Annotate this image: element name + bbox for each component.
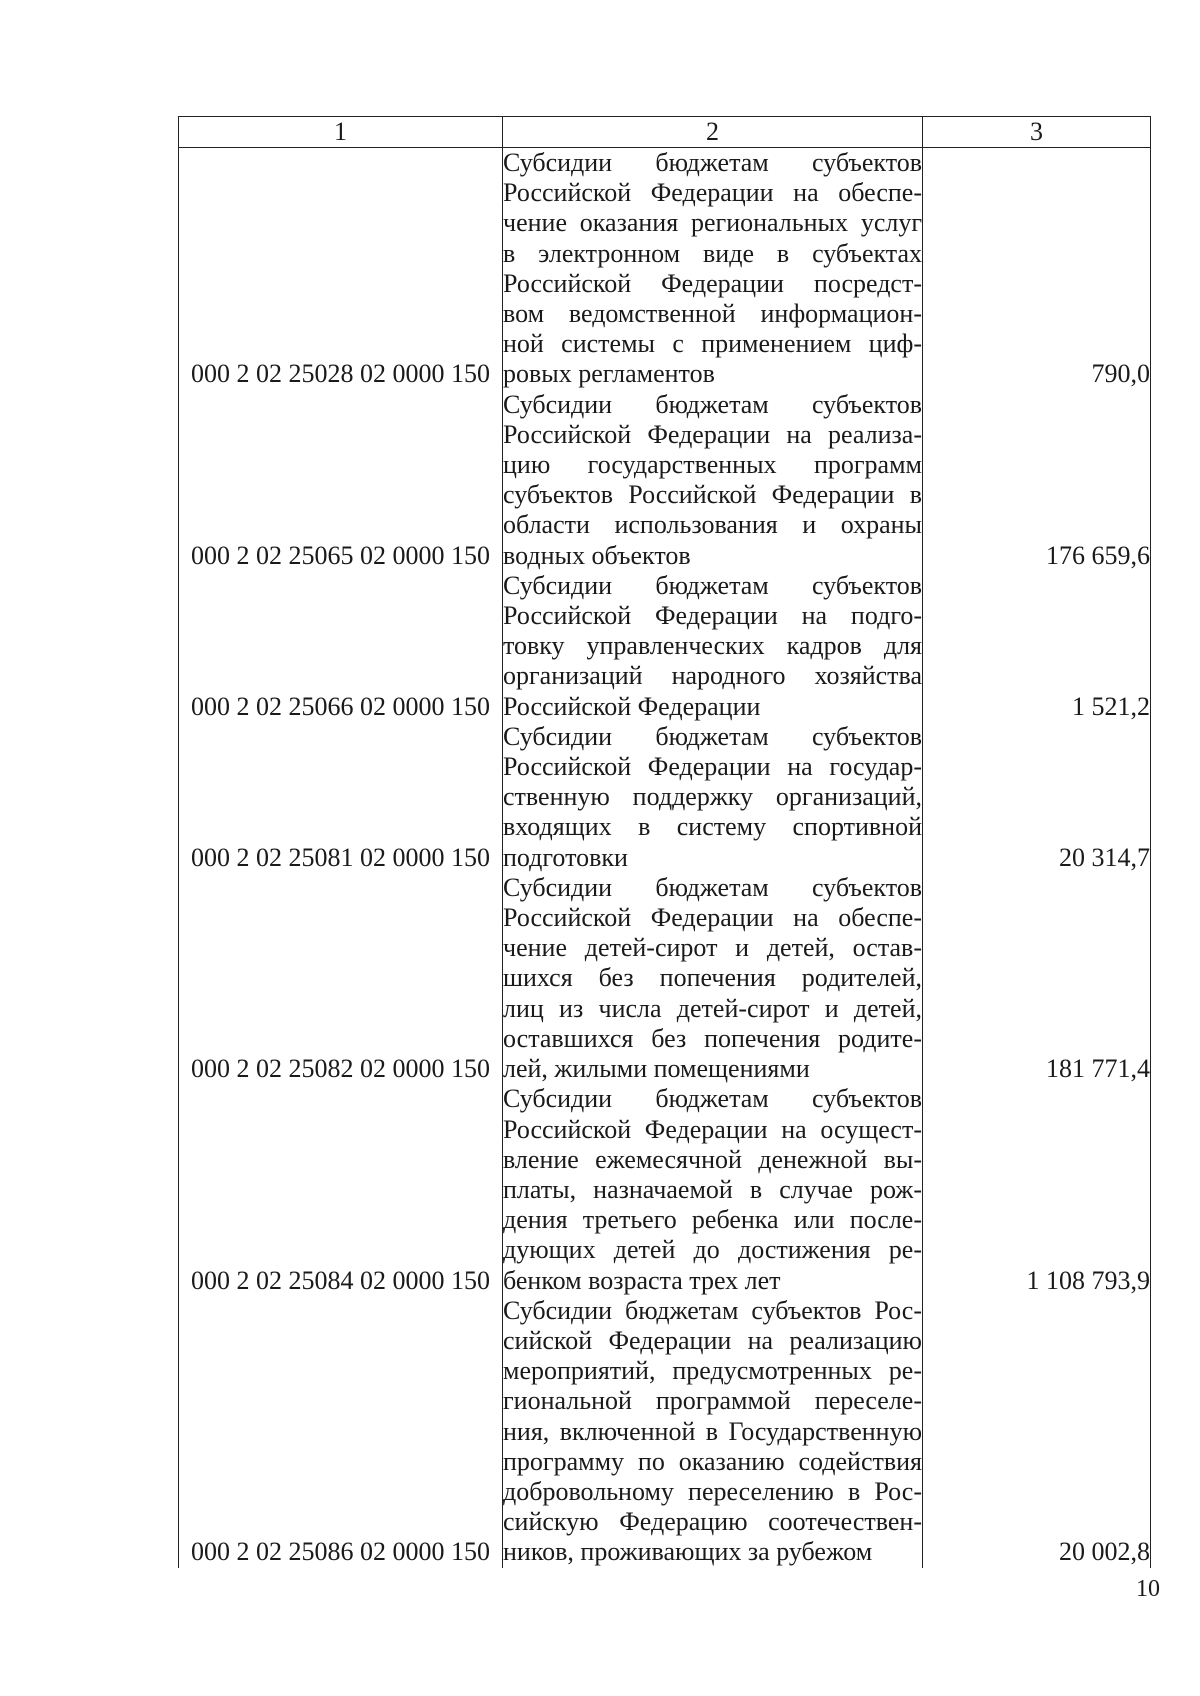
amount-value: 1 108 793,9: [923, 1084, 1151, 1295]
description-line: платы, назначаемой в случае рож-: [503, 1174, 922, 1204]
classification-code: 000 2 02 25086 02 0000 150: [179, 1296, 503, 1568]
description-line: Субсидии бюджетам субъектов: [503, 872, 922, 902]
description-line: ников, проживающих за рубежом: [503, 1537, 873, 1567]
description-line: Субсидии бюджетам субъектов Рос-: [503, 1295, 922, 1325]
table-row: [179, 571, 1151, 722]
description-line: Российской Федерации посредст-: [503, 268, 922, 298]
description-line: ния, включенной в Государственную: [503, 1416, 922, 1446]
description-line: Российской Федерации на осущест-: [503, 1114, 922, 1144]
description-line: сийской Федерации на реализацию: [503, 1325, 922, 1355]
description-line: ной системы с применением циф-: [503, 329, 922, 359]
amount-value: 790,0: [923, 148, 1151, 390]
amount-value: 20 002,8: [923, 1296, 1151, 1568]
page-number: 10: [1136, 1576, 1160, 1602]
classification-code: 000 2 02 25084 02 0000 150: [179, 1084, 503, 1295]
table-row: [179, 722, 1151, 873]
amount-value: 176 659,6: [923, 390, 1151, 571]
description-line: программу по оказанию содействия: [503, 1446, 922, 1476]
classification-code: 000 2 02 25065 02 0000 150: [179, 390, 503, 571]
description-line: дения третьего ребенка или после-: [503, 1205, 922, 1235]
description-line: Российской Федерации на подго-: [503, 601, 922, 631]
classification-code: 000 2 02 25081 02 0000 150: [179, 722, 503, 873]
description-line: Российской Федерации на реализа-: [503, 419, 922, 449]
income-description: [503, 873, 923, 1084]
income-description: [503, 722, 923, 873]
table-header: [179, 117, 1151, 148]
description-line: мероприятий, предусмотренных ре-: [503, 1356, 922, 1386]
classification-code: 000 2 02 25066 02 0000 150: [179, 571, 503, 722]
amount-value: 1 521,2: [923, 571, 1151, 722]
description-line: дующих детей до достижения ре-: [503, 1235, 922, 1265]
header-row: [179, 117, 1151, 148]
description-line: Российской Федерации на обеспе-: [503, 178, 922, 208]
income-description: [503, 148, 923, 390]
column-header-1: 1: [179, 117, 503, 148]
description-line: чение оказания региональных услуг: [503, 208, 922, 238]
table-body: [179, 148, 1151, 1568]
description-line: области использования и охраны: [503, 510, 922, 540]
description-line: подготовки: [503, 842, 628, 872]
description-line: субъектов Российской Федерации в: [503, 480, 922, 510]
income-description: [503, 390, 923, 571]
description-line: Российской Федерации: [503, 691, 761, 721]
amount-value: 20 314,7: [923, 722, 1151, 873]
table-row: [179, 390, 1151, 571]
income-description: [503, 571, 923, 722]
description-line: Российской Федерации на обеспе-: [503, 903, 922, 933]
description-line: добровольному переселению в Рос-: [503, 1476, 922, 1506]
description-line: сийскую Федерацию соотечествен-: [503, 1507, 922, 1537]
description-line: шихся без попечения родителей,: [503, 963, 922, 993]
description-line: в электронном виде в субъектах: [503, 238, 922, 268]
description-line: товку управленческих кадров для: [503, 631, 922, 661]
description-line: вление ежемесячной денежной вы-: [503, 1144, 922, 1174]
description-line: входящих в систему спортивной: [503, 812, 922, 842]
description-line: Субсидии бюджетам субъектов: [503, 148, 922, 177]
description-line: Субсидии бюджетам субъектов: [503, 570, 922, 600]
description-line: бенком возраста трех лет: [503, 1265, 781, 1295]
description-line: Субсидии бюджетам субъектов: [503, 1084, 922, 1114]
description-line: лиц из числа детей-сирот и детей,: [503, 993, 922, 1023]
description-line: цию государственных программ: [503, 450, 922, 480]
description-line: Субсидии бюджетам субъектов: [503, 389, 922, 419]
description-line: оставшихся без попечения родите-: [503, 1023, 922, 1053]
amount-value: 181 771,4: [923, 873, 1151, 1084]
description-line: организаций народного хозяйства: [503, 661, 922, 691]
column-header-2: 2: [503, 117, 923, 148]
description-line: водных объектов: [503, 540, 691, 570]
description-line: чение детей-сирот и детей, остав-: [503, 933, 922, 963]
budget-table: [178, 116, 1151, 1568]
description-line: гиональной программой переселе-: [503, 1386, 922, 1416]
income-description: [503, 1296, 923, 1568]
classification-code: 000 2 02 25028 02 0000 150: [179, 148, 503, 390]
column-header-3: 3: [923, 117, 1151, 148]
income-description: [503, 1084, 923, 1295]
table-row: [179, 1084, 1151, 1295]
table-row: [179, 1296, 1151, 1568]
description-line: лей, жилыми помещениями: [503, 1054, 810, 1084]
description-line: Российской Федерации на государ-: [503, 752, 922, 782]
classification-code: 000 2 02 25082 02 0000 150: [179, 873, 503, 1084]
description-line: вом ведомственной информацион-: [503, 299, 922, 329]
description-line: ственную поддержку организаций,: [503, 782, 922, 812]
description-line: ровых регламентов: [503, 359, 715, 389]
description-line: Субсидии бюджетам субъектов: [503, 721, 922, 751]
table-row: [179, 873, 1151, 1084]
table-row: [179, 148, 1151, 390]
